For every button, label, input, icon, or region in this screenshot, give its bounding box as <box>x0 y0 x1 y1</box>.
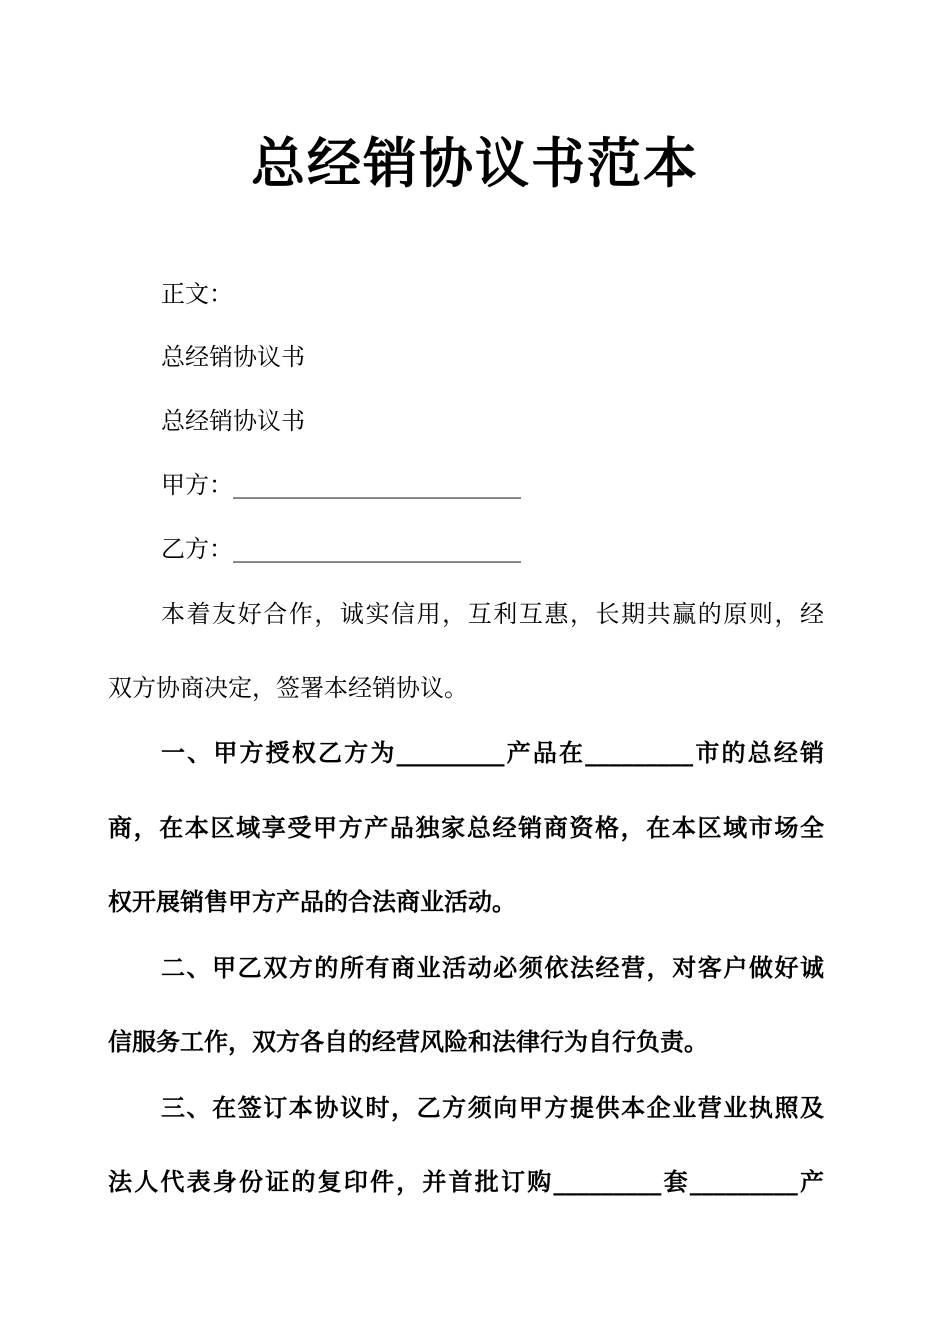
clause-3-line-1: 三、在签订本协议时，乙方须向甲方提供本企业营业执照及 <box>161 1094 824 1122</box>
section-label-body: 正文： <box>161 280 233 308</box>
preamble-line-1: 本着友好合作，诚实信用，互利互惠，长期共赢的原则，经 <box>161 600 824 628</box>
clause-1-line-1: 一、甲方授权乙方为_________产品在_________市的总经销 <box>161 739 824 767</box>
party-a-line: 甲方：________________________ <box>161 471 521 499</box>
preamble-line-2: 双方协商决定，签署本经销协议。 <box>108 674 468 702</box>
clause-3-line-2: 法人代表身份证的复印件，并首批订购_________套_________产 <box>108 1168 824 1196</box>
clause-2-line-1: 二、甲乙双方的所有商业活动必须依法经营，对客户做好诚 <box>161 954 824 982</box>
clause-1-line-2: 商，在本区域享受甲方产品独家总经销商资格，在本区域市场全 <box>108 814 824 842</box>
clause-1-line-3: 权开展销售甲方产品的合法商业活动。 <box>108 888 516 916</box>
clause-2-line-2: 信服务工作，双方各自的经营风险和法律行为自行负责。 <box>108 1028 708 1056</box>
heading-line-1: 总经销协议书 <box>161 343 305 371</box>
heading-line-2: 总经销协议书 <box>161 407 305 435</box>
party-b-line: 乙方：________________________ <box>161 535 521 563</box>
document-title: 总经销协议书范本 <box>251 132 699 195</box>
